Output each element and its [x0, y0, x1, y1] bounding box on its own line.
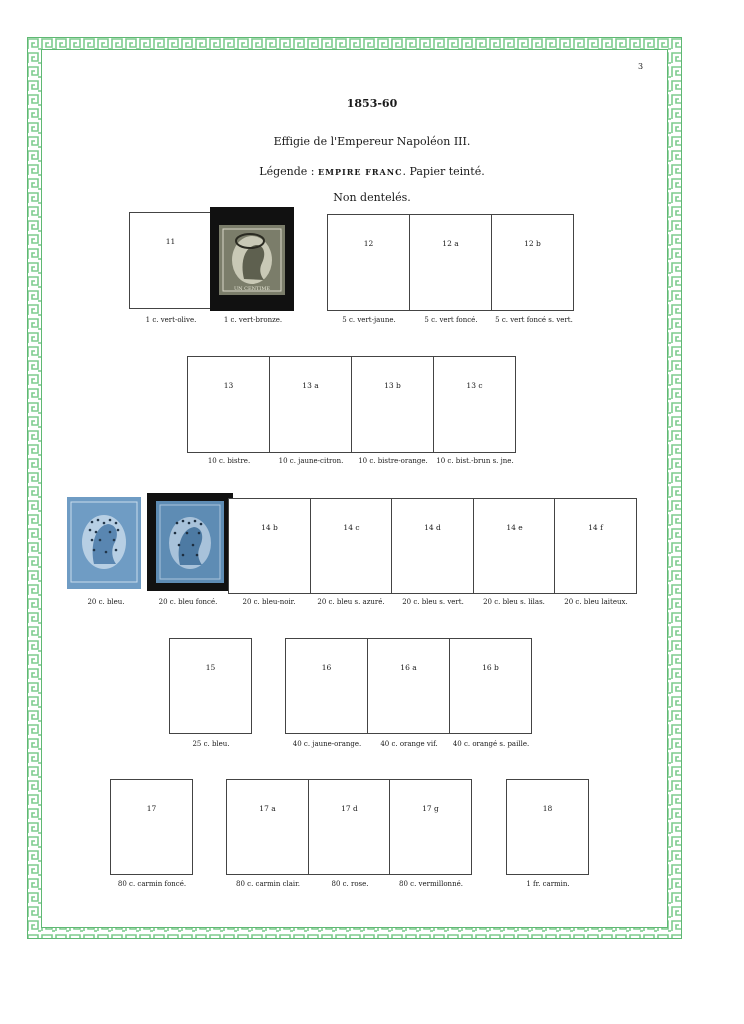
caption-16b: 40 c. orangé s. paille.: [452, 740, 530, 748]
stamp-space-15: 15: [169, 638, 252, 734]
svg-text:UN CENTIME: UN CENTIME: [233, 286, 271, 292]
caption-13b: 10 c. bistre-orange.: [358, 457, 428, 465]
stamp-space-12: 12: [327, 214, 410, 311]
caption-14c: 20 c. bleu s. azuré.: [317, 598, 385, 606]
caption-18: 1 fr. carmin.: [526, 880, 570, 888]
stamp-space-14d: 14 d: [391, 498, 474, 594]
stamp-space-17a: 17 a: [226, 779, 309, 875]
stamp-space-14e: 14 e: [473, 498, 556, 594]
caption-17g: 80 c. vermillonné.: [399, 880, 463, 888]
caption-17d: 80 c. rose.: [331, 880, 369, 888]
stamp-image-20c-bleu: [66, 496, 142, 594]
stamp-space-13a: 13 a: [269, 356, 352, 453]
caption-14f: 20 c. bleu laiteux.: [564, 598, 628, 606]
caption-16a: 40 c. orange vif.: [380, 740, 438, 748]
issue-years: 1853-60: [346, 97, 398, 110]
caption-13c: 10 c. bist.-brun s. jne.: [436, 457, 514, 465]
caption-17: 80 c. carmin foncé.: [117, 880, 187, 888]
caption-12b: 5 c. vert foncé s. vert.: [495, 316, 573, 324]
stamp-space-17: 17: [110, 779, 193, 875]
stamp-space-18: 18: [506, 779, 589, 875]
stamp-space-16b: 16 b: [449, 638, 532, 734]
caption-15: 25 c. bleu.: [192, 740, 230, 748]
stamp-space-14c: 14 c: [310, 498, 393, 594]
caption-1c-vert-bronze: 1 c. vert-bronze.: [223, 316, 283, 324]
caption-20c-bleu: 20 c. bleu.: [87, 598, 125, 606]
stamp-image-1c-vert-bronze: [210, 207, 294, 315]
stamp-space-16: 16: [285, 638, 368, 734]
caption-17a: 80 c. carmin clair.: [236, 880, 300, 888]
caption-20c-bleu-fonce: 20 c. bleu foncé.: [158, 598, 218, 606]
caption-13a: 10 c. jaune-citron.: [278, 457, 344, 465]
stamp-space-12a: 12 a: [409, 214, 492, 311]
caption-14d: 20 c. bleu s. vert.: [402, 598, 464, 606]
stamp-space-17g: 17 g: [389, 779, 472, 875]
caption-12a: 5 c. vert foncé.: [424, 316, 478, 324]
stamp-space-11: 11: [129, 212, 212, 309]
legend-line: Légende : EMPIRE FRANC. Papier teinté.: [259, 165, 485, 178]
page-number: 3: [638, 62, 644, 71]
stamp-space-14b: 14 b: [228, 498, 311, 594]
perforation-note: Non dentelés.: [333, 191, 411, 204]
caption-16: 40 c. jaune-orange.: [292, 740, 362, 748]
caption-13: 10 c. bistre.: [207, 457, 251, 465]
stamp-space-13: 13: [187, 356, 270, 453]
caption-14e: 20 c. bleu s. lilas.: [483, 598, 545, 606]
stamp-space-17d: 17 d: [308, 779, 391, 875]
caption-12: 5 c. vert-jaune.: [342, 316, 396, 324]
stamp-space-13c: 13 c: [433, 356, 516, 453]
issue-heading: Effigie de l'Empereur Napoléon III.: [273, 135, 471, 148]
caption-11: 1 c. vert-olive.: [145, 316, 197, 324]
stamp-image-20c-bleu-fonce: [147, 493, 233, 595]
stamp-space-16a: 16 a: [367, 638, 450, 734]
stamp-space-12b: 12 b: [491, 214, 574, 311]
stamp-space-13b: 13 b: [351, 356, 434, 453]
caption-14b: 20 c. bleu-noir.: [242, 598, 296, 606]
stamp-space-14f: 14 f: [554, 498, 637, 594]
